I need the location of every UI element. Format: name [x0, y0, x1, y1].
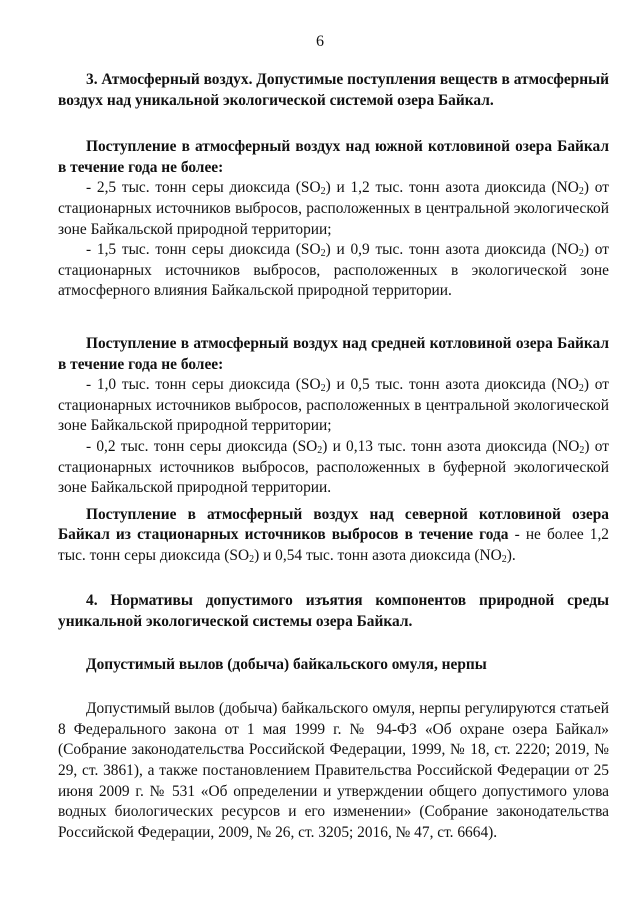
- section-4-heading: 4. Нормативы допустимого изъятия компонентов природной среды уникальной экологической системы озера Байкал.: [58, 592, 609, 631]
- middle-basin-heading: Поступление в атмосферный воздух над средней котловиной озера Байкал в течение года не более:: [58, 334, 609, 373]
- north-basin-bold: Поступление в атмосферный воздух над северной котловиной озера Байкал из стационарных источников выбросов в течение года: [58, 505, 609, 544]
- middle-basin-item-2: - 0,2 тыс. тонн серы диоксида $(SO_2)$ и 0,13 тыс. тонн азота диоксида $(NO_2)$ от стационарных источников выбросов, расположенных в буферной экологической зоне Байкальской природной территории.: [58, 437, 609, 497]
- document-body: [58, 70, 609, 843]
- south-basin-item-2: - 1,5 тыс. тонн серы диоксида $(SO_2)$ и 0,9 тыс. тонн азота диоксида $(NO_2)$ от стационарных источников выбросов, расположенных в экологической зоне атмосферного влияния Байкальской природной территории.: [58, 241, 609, 300]
- page-number: 6: [316, 33, 324, 50]
- middle-basin-item-1: - 1,0 тыс. тонн серы диоксида $(SO_2)$ и 0,5 тыс. тонн азота диоксида $(NO_2)$ от стационарных источников выбросов, расположенных в центральной экологической зоне Байкальской природной территории;: [58, 376, 609, 435]
- section-3-heading: 3. Атмосферный воздух. Допустимые поступления веществ в атмосферный воздух над уникальной экологической системой озера Байкал.: [58, 71, 609, 109]
- south-basin-heading: Поступление в атмосферный воздух над южной котловиной озера Байкал в течение года не более:: [58, 138, 609, 176]
- south-basin-item-1: - 2,5 тыс. тонн серы диоксида $(SO_2)$ и 1,2 тыс. тонн азота диоксида $(NO_2)$ от стационарных источников выбросов, расположенных в центральной экологической зоне Байкальской природной территории;: [58, 179, 609, 238]
- north-basin-paragraph: Поступление в атмосферный воздух над северной котловиной озера Байкал из стационарных источников выбросов в течение года - не более 1,2 тыс. тонн серы диоксида $(SO_2)$ и 0,54 тыс. тонн азота диоксида $(NO_2)$.: [58, 505, 609, 565]
- catch-paragraph: Допустимый вылов (добыча) байкальского омуля, нерпы регулируются статьей 8 Федерального закона от 1 мая 1999 г. № 94-ФЗ «Об охране озера Байкал» (Собрание законодательства Российской Федерации, 1999, № 18, ст. 2220; 2019, № 29, ст. 3861), а также постановлением Правительства Российской Федерации от 25 июня 2009 г. № 531 «Об определении и утверждении общего допустимого улова водных биологических ресурсов и его изменении» (Собрание законодательства Российской Федерации, 2009, № 26, ст. 3205; 2016, № 47, ст. 6664).: [58, 700, 609, 841]
- catch-heading: Допустимый вылов (добыча) байкальского омуля, нерпы: [86, 655, 487, 673]
